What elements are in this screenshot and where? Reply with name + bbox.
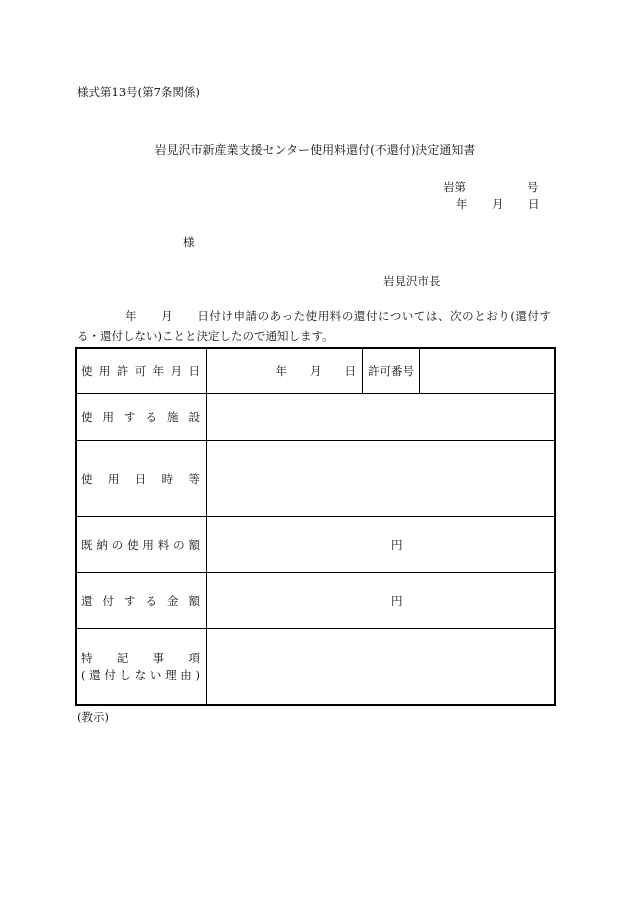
permit-number-label: 許可番号: [368, 364, 414, 378]
notice-table: [75, 347, 556, 706]
permit-date-label-cell: [77, 349, 207, 393]
permit-number-value-cell: [420, 349, 554, 393]
body-text-line-2: る・還付しない)ことと決定したので通知します。: [77, 329, 334, 343]
permit-date-value: 年 月 日: [275, 364, 356, 378]
doc-number-prefix: 岩第: [443, 180, 466, 194]
remarks-label-cell: [77, 629, 207, 704]
row-remarks: [77, 628, 554, 704]
issuer-name: 岩見沢市長: [383, 274, 441, 288]
paid-fee-unit: 円: [391, 537, 403, 552]
refund-amount-label: 還 付 す る 金 額: [81, 593, 200, 608]
doc-number-suffix: 号: [527, 180, 539, 194]
refund-amount-label-cell: [77, 573, 207, 628]
paid-fee-label: 既 納 の 使 用 料 の 額: [81, 537, 200, 552]
permit-date-value-cell: [207, 349, 363, 393]
row-paid-fee: [77, 516, 554, 572]
paid-fee-label-cell: [77, 517, 207, 572]
document-title: 岩見沢市新産業支援センター使用料還付(不還付)決定通知書: [154, 143, 476, 157]
paid-fee-value-cell: [207, 517, 554, 572]
usage-datetime-value-cell: [207, 441, 554, 516]
permit-date-label: 使 用 許 可 年 月 日: [81, 364, 200, 378]
row-usage-datetime: [77, 440, 554, 516]
facility-label: 使 用 す る 施 設: [81, 410, 200, 424]
usage-datetime-label: 使 用 日 時 等: [81, 471, 200, 486]
addressee-suffix: 様: [183, 235, 195, 249]
body-text-line-1: 年 月 日付け申請のあった使用料の還付については、次のとおり(還付す: [125, 309, 551, 323]
row-permit-date: [77, 349, 554, 393]
row-facility: [77, 393, 554, 440]
usage-datetime-label-cell: [77, 441, 207, 516]
remarks-label: 特 記 事 項: [81, 650, 200, 665]
remarks-value-cell: [207, 629, 554, 704]
facility-value-cell: [207, 394, 554, 440]
refund-amount-value-cell: [207, 573, 554, 628]
row-refund-amount: [77, 572, 554, 628]
issue-date-year: 年: [456, 197, 468, 211]
facility-label-cell: [77, 394, 207, 440]
refund-amount-unit: 円: [391, 593, 403, 608]
issue-date-day: 日: [528, 197, 540, 211]
remarks-sublabel: (還付しない理由): [81, 667, 200, 682]
issue-date-month: 月: [492, 197, 504, 211]
form-number: 様式第13号(第7条関係): [77, 85, 200, 99]
instruction-heading: (教示): [77, 710, 109, 724]
permit-number-label-cell: [363, 349, 420, 393]
